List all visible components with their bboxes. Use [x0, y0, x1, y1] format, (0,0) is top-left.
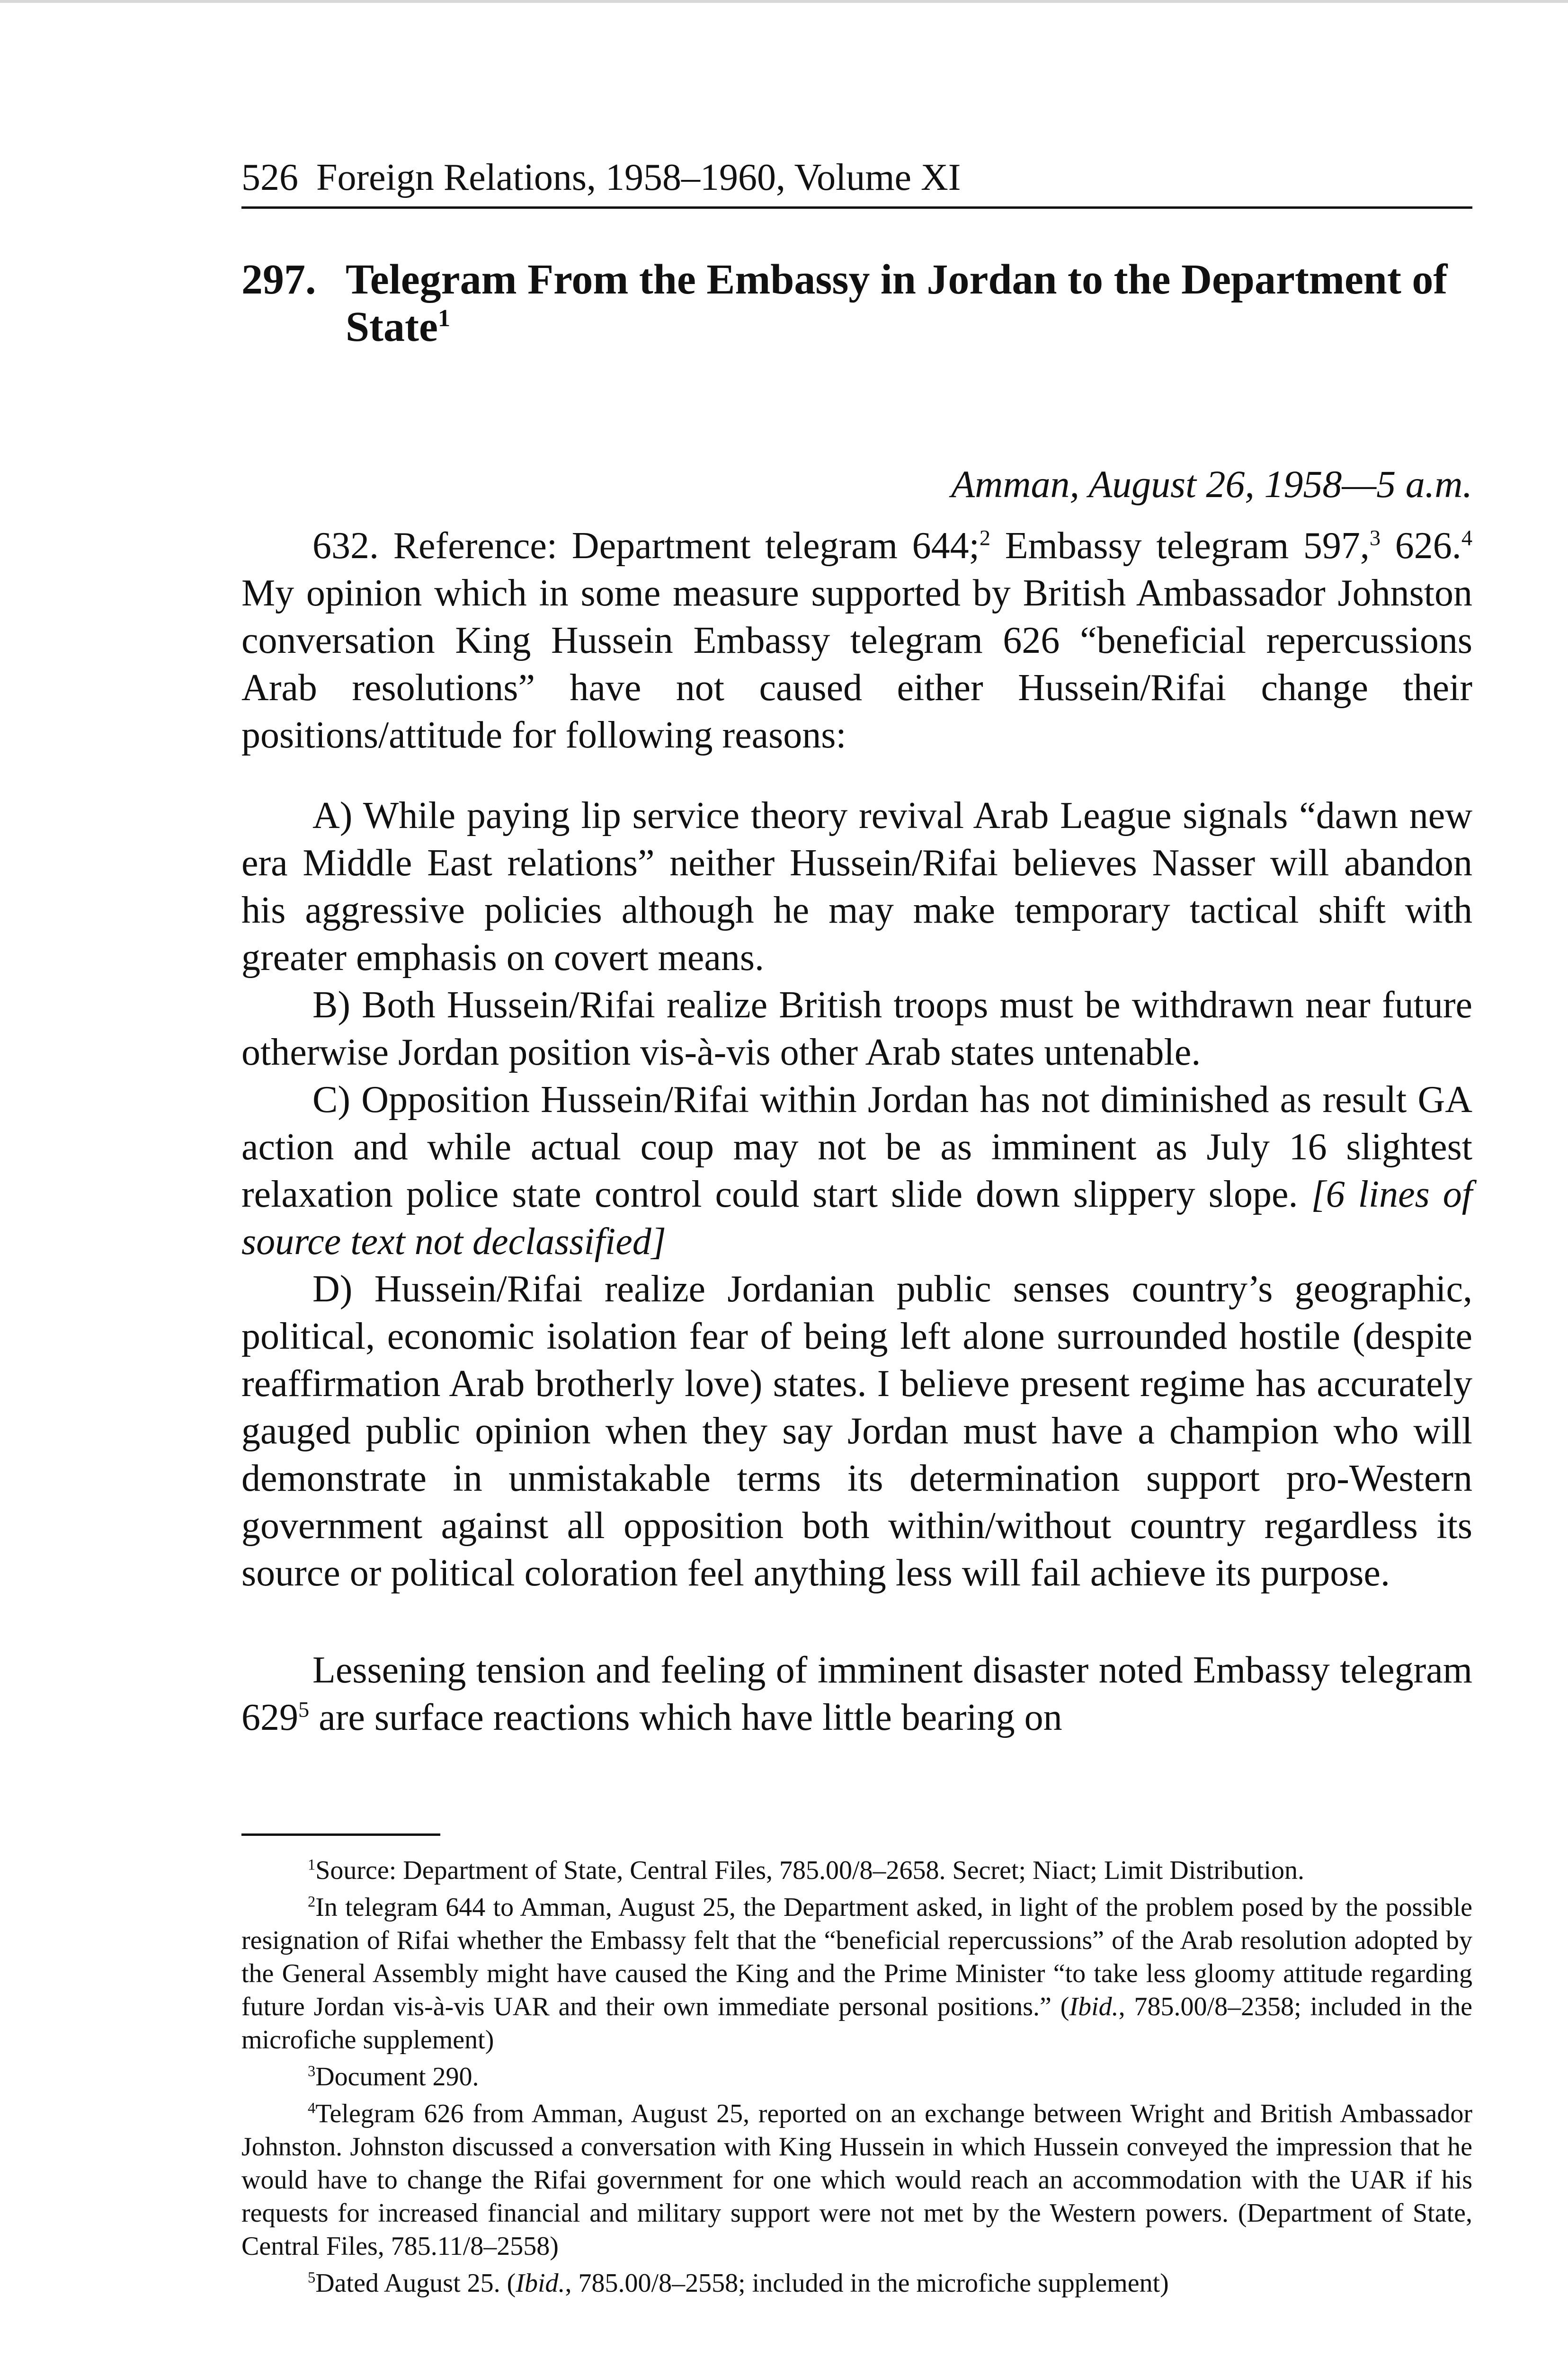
paragraph-c: [241, 1076, 1472, 1265]
paragraph-e: [241, 1646, 1472, 1741]
text-run: Lessening tension and feeling of imminent disaster noted Embassy telegram 629: [241, 1649, 1472, 1738]
editorial-note: [6 lines of source text not declassified]: [241, 1174, 1472, 1263]
ibid: Ibid.: [516, 2269, 565, 2298]
text-run: C) Opposition Hussein/Rifai within Jordan has not diminished as result GA action and while actual coup may not be as imminent as July 16 slightest relaxation police state control could start slide down slippery slope.: [241, 1079, 1472, 1215]
footnote-text: , 785.00/8–2558; included in the microfiche supplement): [565, 2269, 1169, 2298]
footnote-text: Document 290.: [315, 2062, 479, 2091]
page-number: 526: [241, 157, 298, 198]
footnote-text: Dated August 25. (: [315, 2269, 516, 2298]
text-run: My opinion which in some measure supported by British Ambassador Johnston conversation King Hussein Embassy telegram 626 “beneficial repercussions Arab resolutions” have not caused either Hussein/Rifai change their positions/attitude for following reasons:: [241, 572, 1472, 756]
document-page: [241, 151, 1472, 2304]
paragraph-reference: [241, 522, 1472, 759]
footnote-ref-4: 4: [1461, 526, 1473, 551]
footnote-number: 2: [308, 1893, 316, 1911]
series-title: Foreign Relations, 1958–1960, Volume XI: [316, 157, 961, 198]
footnote-number: 3: [308, 2063, 316, 2080]
footnotes: [241, 1833, 1472, 2300]
document-number: 297.: [241, 256, 316, 303]
footnote-ref-5: 5: [298, 1698, 310, 1722]
paragraph-b: B) Both Hussein/Rifai realize British troops must be withdrawn near future otherwise Jordan position vis-à-vis other Arab states untenable.: [241, 984, 1472, 1073]
document-title: [346, 256, 1472, 351]
footnote-rule: [241, 1833, 440, 1836]
footnote-number: 5: [308, 2269, 316, 2287]
footnote-3: [241, 2060, 1472, 2093]
paragraph-a: A) While paying lip service theory revival Arab League signals “dawn new era Middle East relations” neither Hussein/Rifai believes Nasser will abandon his aggressive policies although he may make temporary tactical shift with greater emphasis on covert means.: [241, 795, 1472, 979]
footnote-ref-2: 2: [979, 526, 991, 551]
footnote-text: Telegram 626 from Amman, August 25, reported on an exchange between Wright and British Ambassador Johnston. Johnston discussed a conversation with King Hussein in which Hussein conveyed the impression that he would have to change the Rifai government for one which would reach an accommodation with the UAR if his requests for increased financial and military support were not met by the Western powers. (Department of State, Central Files, 785.11/8–2558): [241, 2099, 1472, 2261]
footnote-text: Source: Department of State, Central Files, 785.00/8–2658. Secret; Niact; Limit Distribution.: [315, 1856, 1304, 1885]
running-head: [241, 151, 1472, 209]
text-run: are surface reactions which have little bearing on: [309, 1697, 1062, 1738]
text-run: 626.: [1381, 525, 1461, 567]
footnote-2: [241, 1891, 1472, 2056]
document-title-text: Telegram From the Embassy in Jordan to the Department of State: [346, 256, 1448, 350]
footnote-number: 1: [308, 1856, 316, 1874]
footnote-text: , 785.00/8–2358; included in the microfiche supplement): [241, 1992, 1473, 2055]
footnote-5: [241, 2267, 1472, 2300]
footnote-number: 4: [308, 2100, 316, 2117]
footnote-text: In telegram 644 to Amman, August 25, the Department asked, in light of the problem posed by the possible resignation of Rifai whether the Embassy felt that the “beneficial repercussions” of the Arab resolution adopted by the General Assembly might have caused the King and the Prime Minister “to take less gloomy attitude regarding future Jordan vis-à-vis UAR and their own immediate personal positions.” (: [241, 1893, 1472, 2021]
document-heading: [241, 256, 1472, 351]
footnote-ref-3: 3: [1369, 526, 1381, 551]
footnote-ref-1: 1: [437, 304, 451, 332]
paragraph-d: D) Hussein/Rifai realize Jordanian public senses country’s geographic, political, economic isolation fear of being left alone surrounded hostile (despite reaffirmation Arab brotherly love) states. I believe present regime has accurately gauged public opinion when they say Jordan must have a champion who will demonstrate in unmistakable terms its determination support pro-Western government against all opposition both within/without country regardless its source or political coloration feel anything less will fail achieve its purpose.: [241, 1268, 1472, 1594]
dateline: Amman, August 26, 1958—5 a.m.: [951, 463, 1472, 506]
scan-top-edge: [0, 0, 1568, 3]
telegram-body: [241, 522, 1472, 1741]
ibid: Ibid.: [1069, 1992, 1119, 2021]
footnote-1: [241, 1854, 1472, 1887]
text-run: 632. Reference: Department telegram 644;: [312, 525, 980, 567]
text-run: Embassy telegram 597,: [990, 525, 1370, 567]
footnote-4: [241, 2097, 1472, 2263]
